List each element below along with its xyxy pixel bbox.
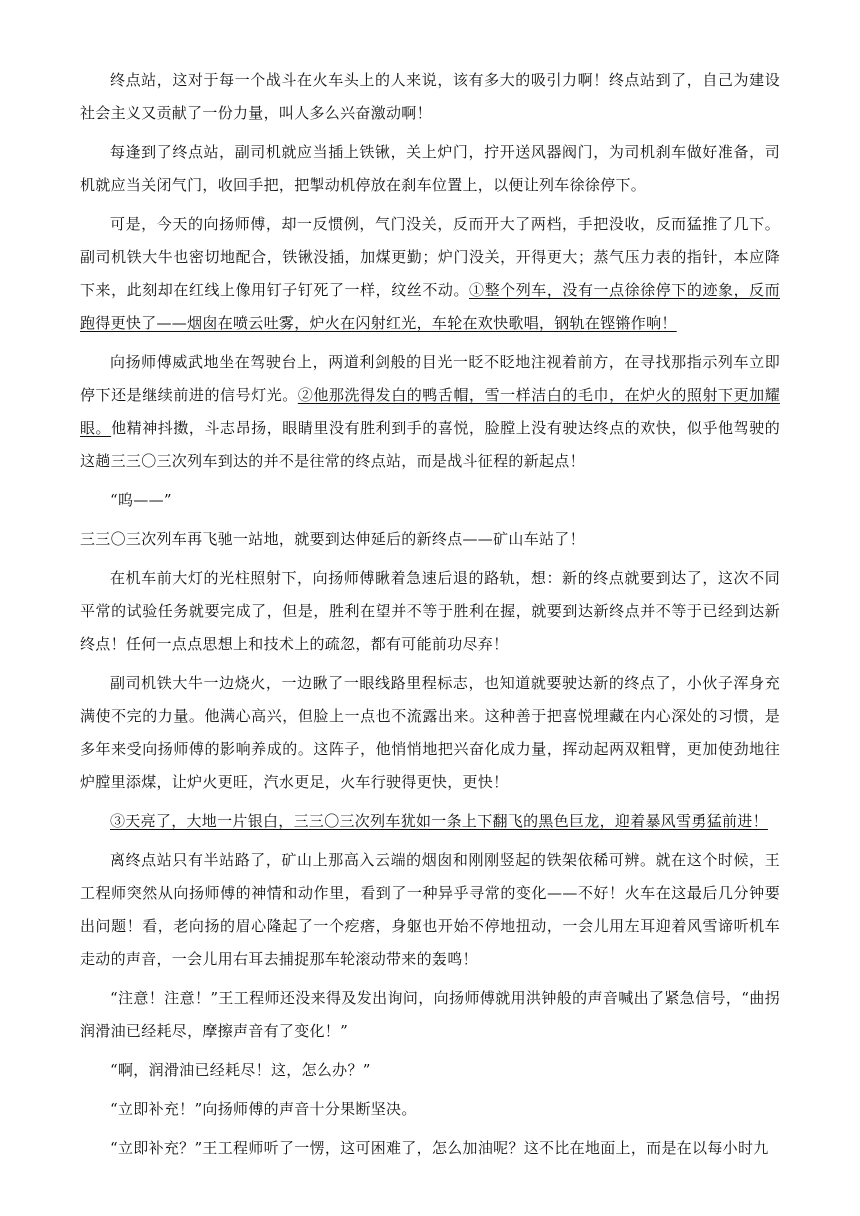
paragraph	[80, 667, 780, 799]
underlined-sentence: ①整个列车，没有一点徐徐停下的迹象，反而跑得更快了——烟囱在喷云吐雾，炉火在闪射红光，车轮在欢快歌唱，钢轨在铿锵作响！	[80, 281, 780, 332]
text-run: 副司机铁大牛一边烧火，一边瞅了一眼线路里程标志，也知道就要驶达新的终点了，小伙子浑身充满使不完的力量。他满心高兴，但脸上一点也不流露出来。这种善于把喜悦埋藏在内心深处的习惯，是多年来受向扬师傅的影响养成的。这阵子，他悄悄地把兴奋化成力量，挥动起两双粗臂，更加使劲地往炉膛里添煤，让炉火更旺，汽水更足，火车行驶得更快，更快！	[80, 674, 780, 791]
text-run: “啊，润滑油已经耗尽！这，怎么办？”	[110, 1061, 371, 1079]
paragraph	[80, 208, 780, 340]
text-run: 每逢到了终点站，副司机就应当插上铁锹，关上炉门，拧开送风器阀门，为司机刹车做好准备，司机就应当关闭气门，收回手把，把掣动机停放在刹车位置上，以便让列车徐徐停下。	[80, 143, 780, 194]
text-run: “立即补充？”王工程师听了一愣，这可困难了，怎么加油呢？这不比在地面上，而是在以每小时九	[110, 1139, 769, 1157]
text-run: 离终点站只有半站路了，矿山上那高入云端的烟囱和刚刚竖起的铁架依稀可辨。就在这个时候，王工程师突然从向扬师傅的神情和动作里，看到了一种异乎寻常的变化——不好！火车在这最后几分钟要出问题！看，老向扬的眉心隆起了一个疙瘩，身躯也开始不停地扭动，一会儿用左耳迎着风雪谛听机车走动的声音，一会儿用右耳去捕捉那车轮滚动带来的轰鸣！	[80, 851, 780, 968]
paragraph	[80, 64, 780, 130]
paragraph	[80, 982, 780, 1048]
text-run: “立即补充！”向扬师傅的声音十分果断坚决。	[110, 1100, 417, 1118]
paragraph	[80, 484, 780, 517]
underlined-sentence: ③天亮了，大地一片银白，三三〇三次列车犹如一条上下翻飞的黑色巨龙，迎着暴风雪勇猛前进！	[110, 812, 768, 830]
text-run: 在机车前大灯的光柱照射下，向扬师傅瞅着急速后退的路轨，想：新的终点就要到达了，这次不同平常的试验任务就要完成了，但是，胜利在望并不等于胜利在握，就要到达新终点并不等于已经到达新终点！任何一点点思想上和技术上的疏忽，都有可能前功尽弃！	[80, 569, 780, 653]
text-run: 可是，今天的向扬师傅，却一反惯例，气门没关，反而开大了两档，手把没收，反而猛推了几下。副司机铁大牛也密切地配合，铁锹没插，加煤更勤；炉门没关，开得更大；蒸气压力表的指针，本应降下来，此刻却在红线上像用钉子钉死了一样，纹丝不动。	[80, 215, 780, 299]
text-run: “呜——”	[110, 491, 172, 509]
paragraph	[80, 346, 780, 478]
paragraph	[80, 562, 780, 661]
text-run: 三三〇三次列车再飞驰一站地，就要到达伸延后的新终点——矿山车站了！	[80, 530, 585, 548]
paragraph	[80, 1054, 780, 1087]
text-run: “注意！注意！”王工程师还没来得及发出询问，向扬师傅就用洪钟般的声音喊出了紧急信号，“曲拐润滑油已经耗尽，摩擦声音有了变化！”	[80, 989, 780, 1040]
paragraph	[80, 844, 780, 976]
paragraph	[80, 805, 780, 838]
paragraph	[80, 1093, 780, 1126]
paragraph	[80, 136, 780, 202]
text-run: 向扬师傅威武地坐在驾驶台上，两道利剑般的目光一眨不眨地注视着前方，在寻找那指示列车立即停下还是继续前进的信号灯光。	[80, 353, 780, 404]
paragraph	[80, 523, 780, 556]
text-run: 终点站，这对于每一个战斗在火车头上的人来说，该有多大的吸引力啊！终点站到了，自己为建设社会主义又贡献了一份力量，叫人多么兴奋激动啊！	[80, 71, 780, 122]
text-run: 他精神抖擞，斗志昂扬，眼睛里没有胜利到手的喜悦，脸膛上没有驶达终点的欢快，似乎他驾驶的这趟三三〇三次列车到达的并不是往常的终点站，而是战斗征程的新起点！	[80, 419, 780, 470]
paragraph	[80, 1132, 780, 1165]
document-page	[80, 64, 780, 1171]
underlined-sentence: ②他那洗得发白的鸭舌帽，雪一样洁白的毛巾，在炉火的照射下更加耀眼。	[80, 386, 780, 437]
